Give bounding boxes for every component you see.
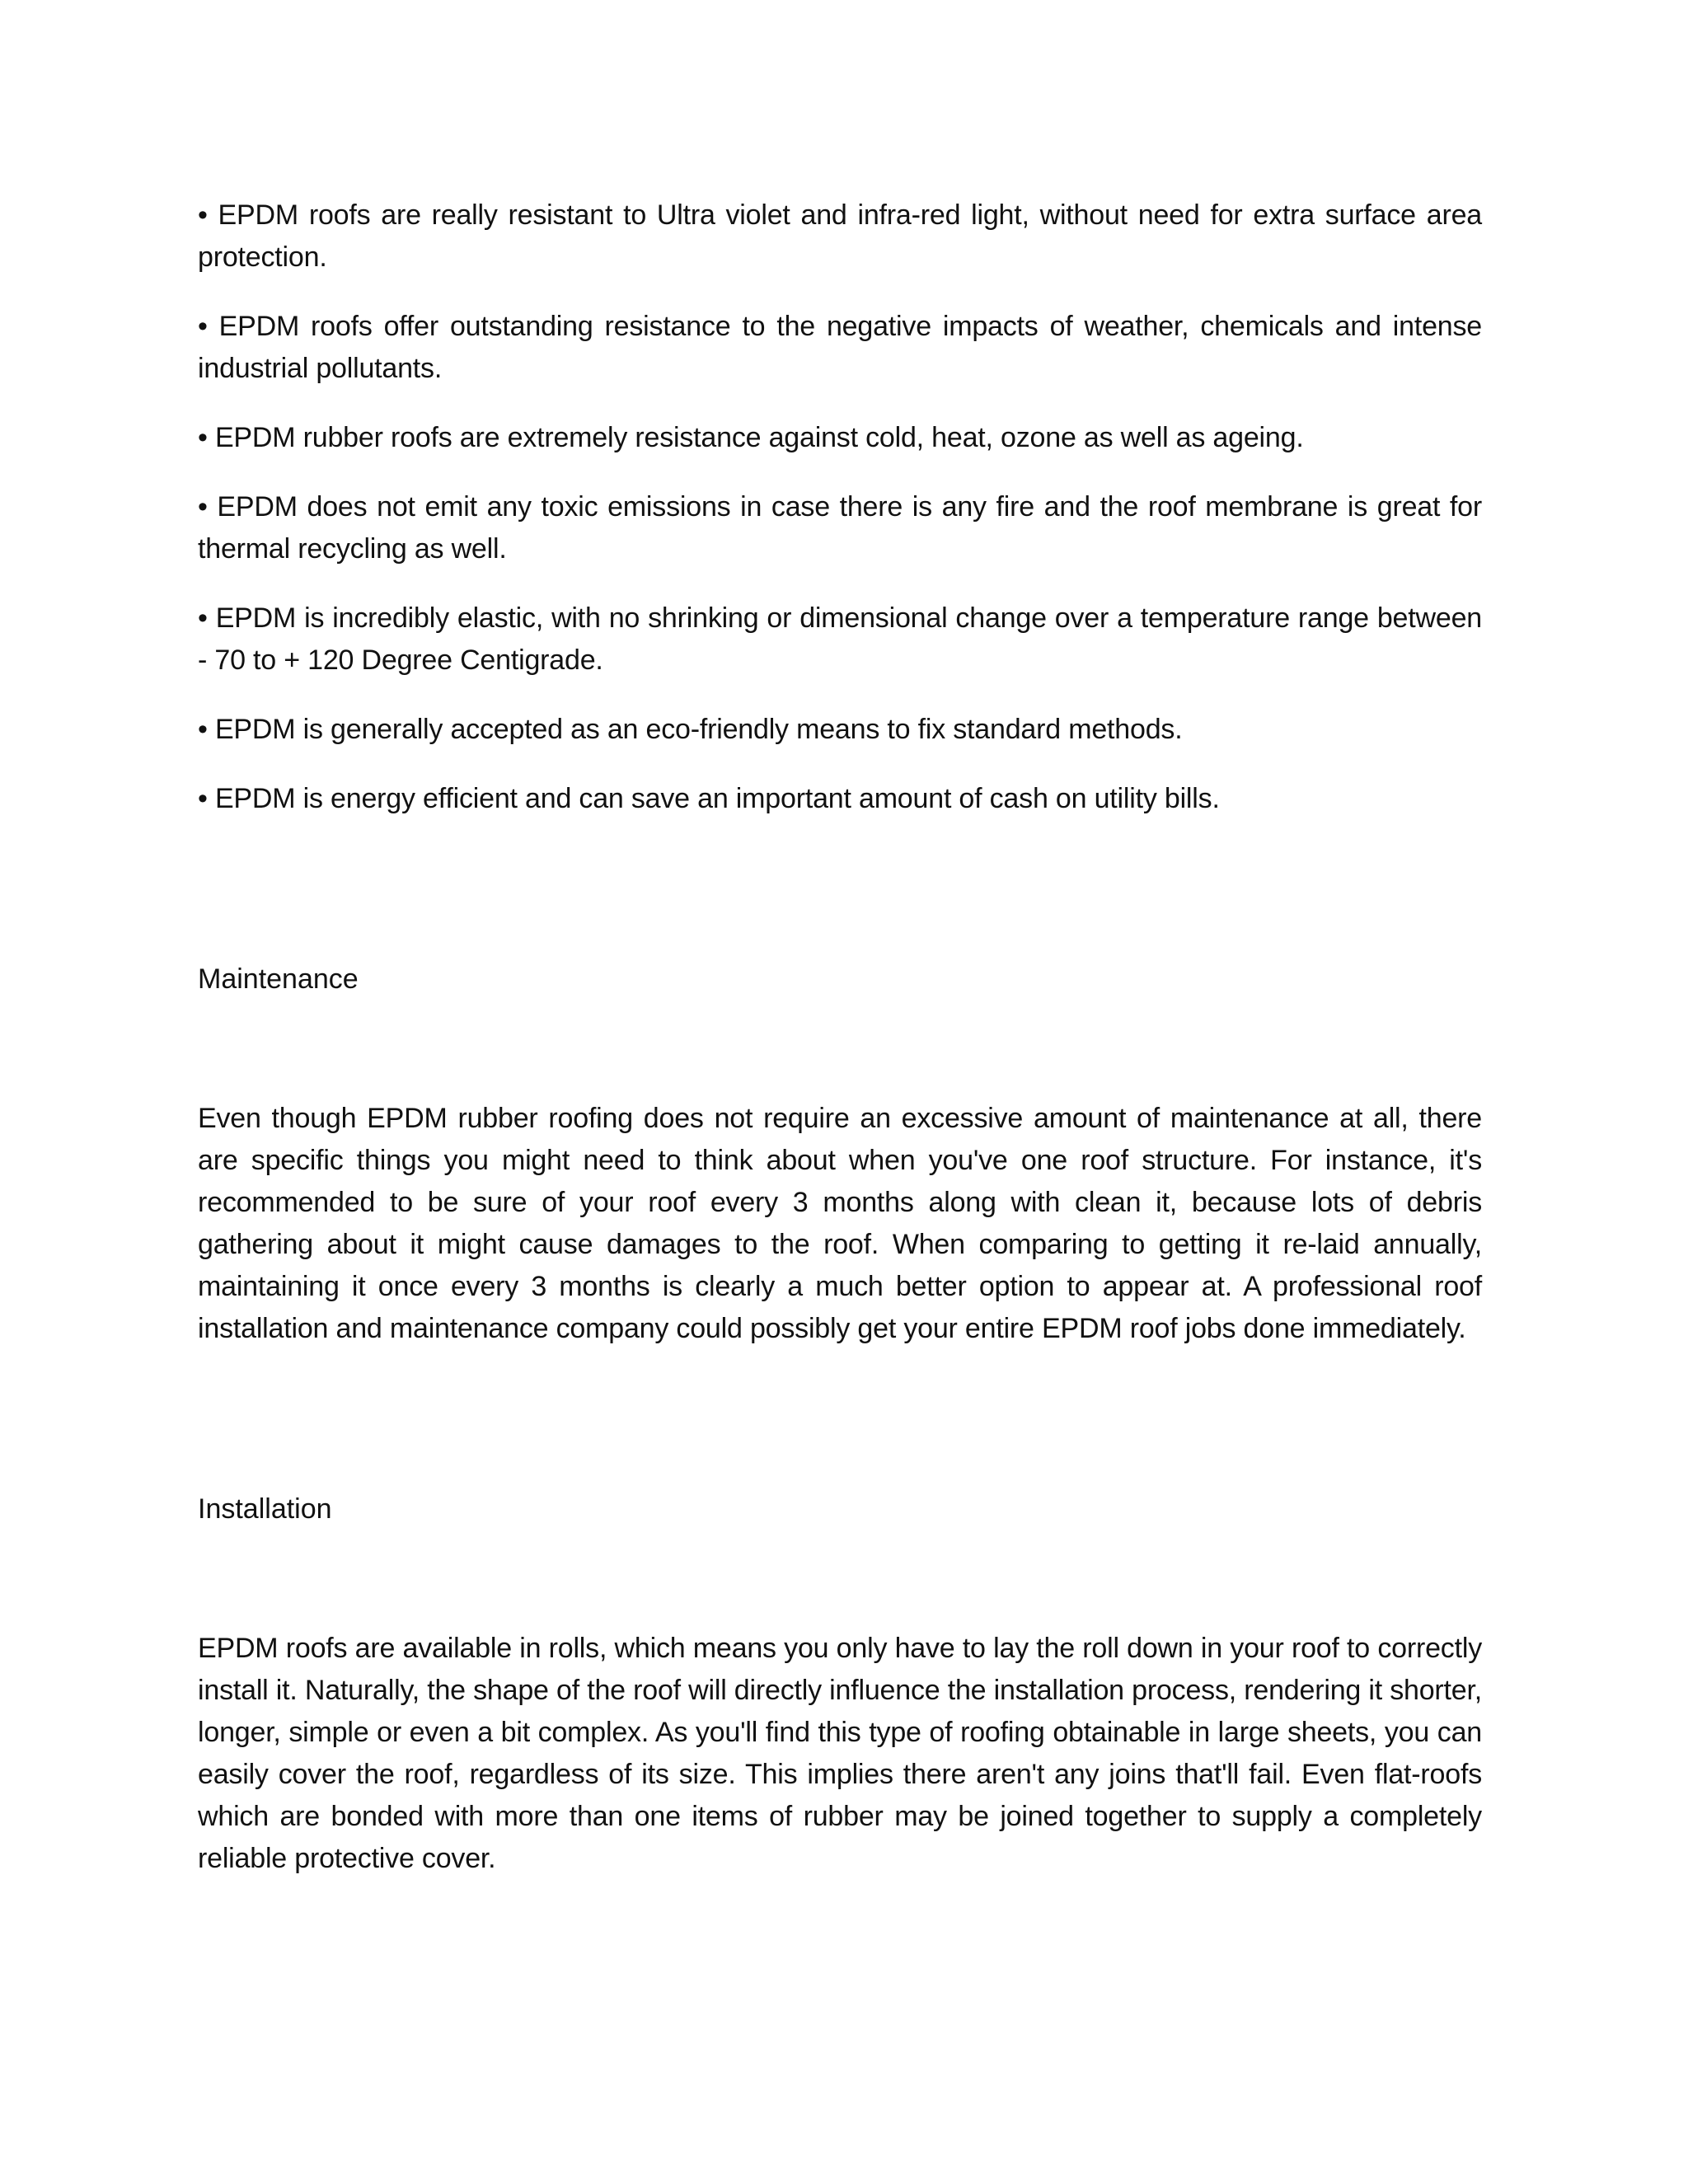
list-item: • EPDM roofs offer outstanding resistance to the negative impacts of weather, chemicals and intense industrial pollutants. xyxy=(198,311,1482,384)
document-content xyxy=(198,194,1482,1880)
installation-heading: Installation xyxy=(198,1493,332,1525)
list-item: • EPDM roofs are really resistant to Ultra violet and infra-red light, without need for extra surface area protection. xyxy=(198,199,1482,273)
list-item: • EPDM is generally accepted as an eco-friendly means to fix standard methods. xyxy=(198,714,1183,745)
installation-paragraph: EPDM roofs are available in rolls, which means you only have to lay the roll down in your roof to correctly install it. Naturally, the shape of the roof will directly influence the installation process, rendering it shorter, longer, simple or even a bit complex. As you'll find this type of roofing obtainable in large sheets, you can easily cover the roof, regardless of its size. This implies there aren't any joins that'll fail. Even flat-roofs which are bonded with more than one items of rubber may be joined together to supply a completely reliable protective cover. xyxy=(198,1633,1482,1874)
list-item: • EPDM is energy efficient and can save an important amount of cash on utility bills. xyxy=(198,783,1220,814)
list-item: • EPDM does not emit any toxic emissions in case there is any fire and the roof membrane is great for thermal recycling as well. xyxy=(198,491,1482,565)
list-item: • EPDM is incredibly elastic, with no shrinking or dimensional change over a temperature range between - 70 to + 120 Degree Centigrade. xyxy=(198,602,1482,676)
benefits-list xyxy=(198,194,1482,820)
maintenance-heading: Maintenance xyxy=(198,963,359,995)
maintenance-paragraph: Even though EPDM rubber roofing does not require an excessive amount of maintenance at all, there are specific things you might need to think about when you've one roof structure. For instance, it's recommended to be sure of your roof every 3 months along with clean it, because lots of debris gathering about it might cause damages to the roof. When comparing to getting it re-laid annually, maintaining it once every 3 months is clearly a much better option to appear at. A professional roof installation and maintenance company could possibly get your entire EPDM roof jobs done immediately. xyxy=(198,1103,1482,1344)
list-item: • EPDM rubber roofs are extremely resistance against cold, heat, ozone as well as ageing. xyxy=(198,422,1304,453)
